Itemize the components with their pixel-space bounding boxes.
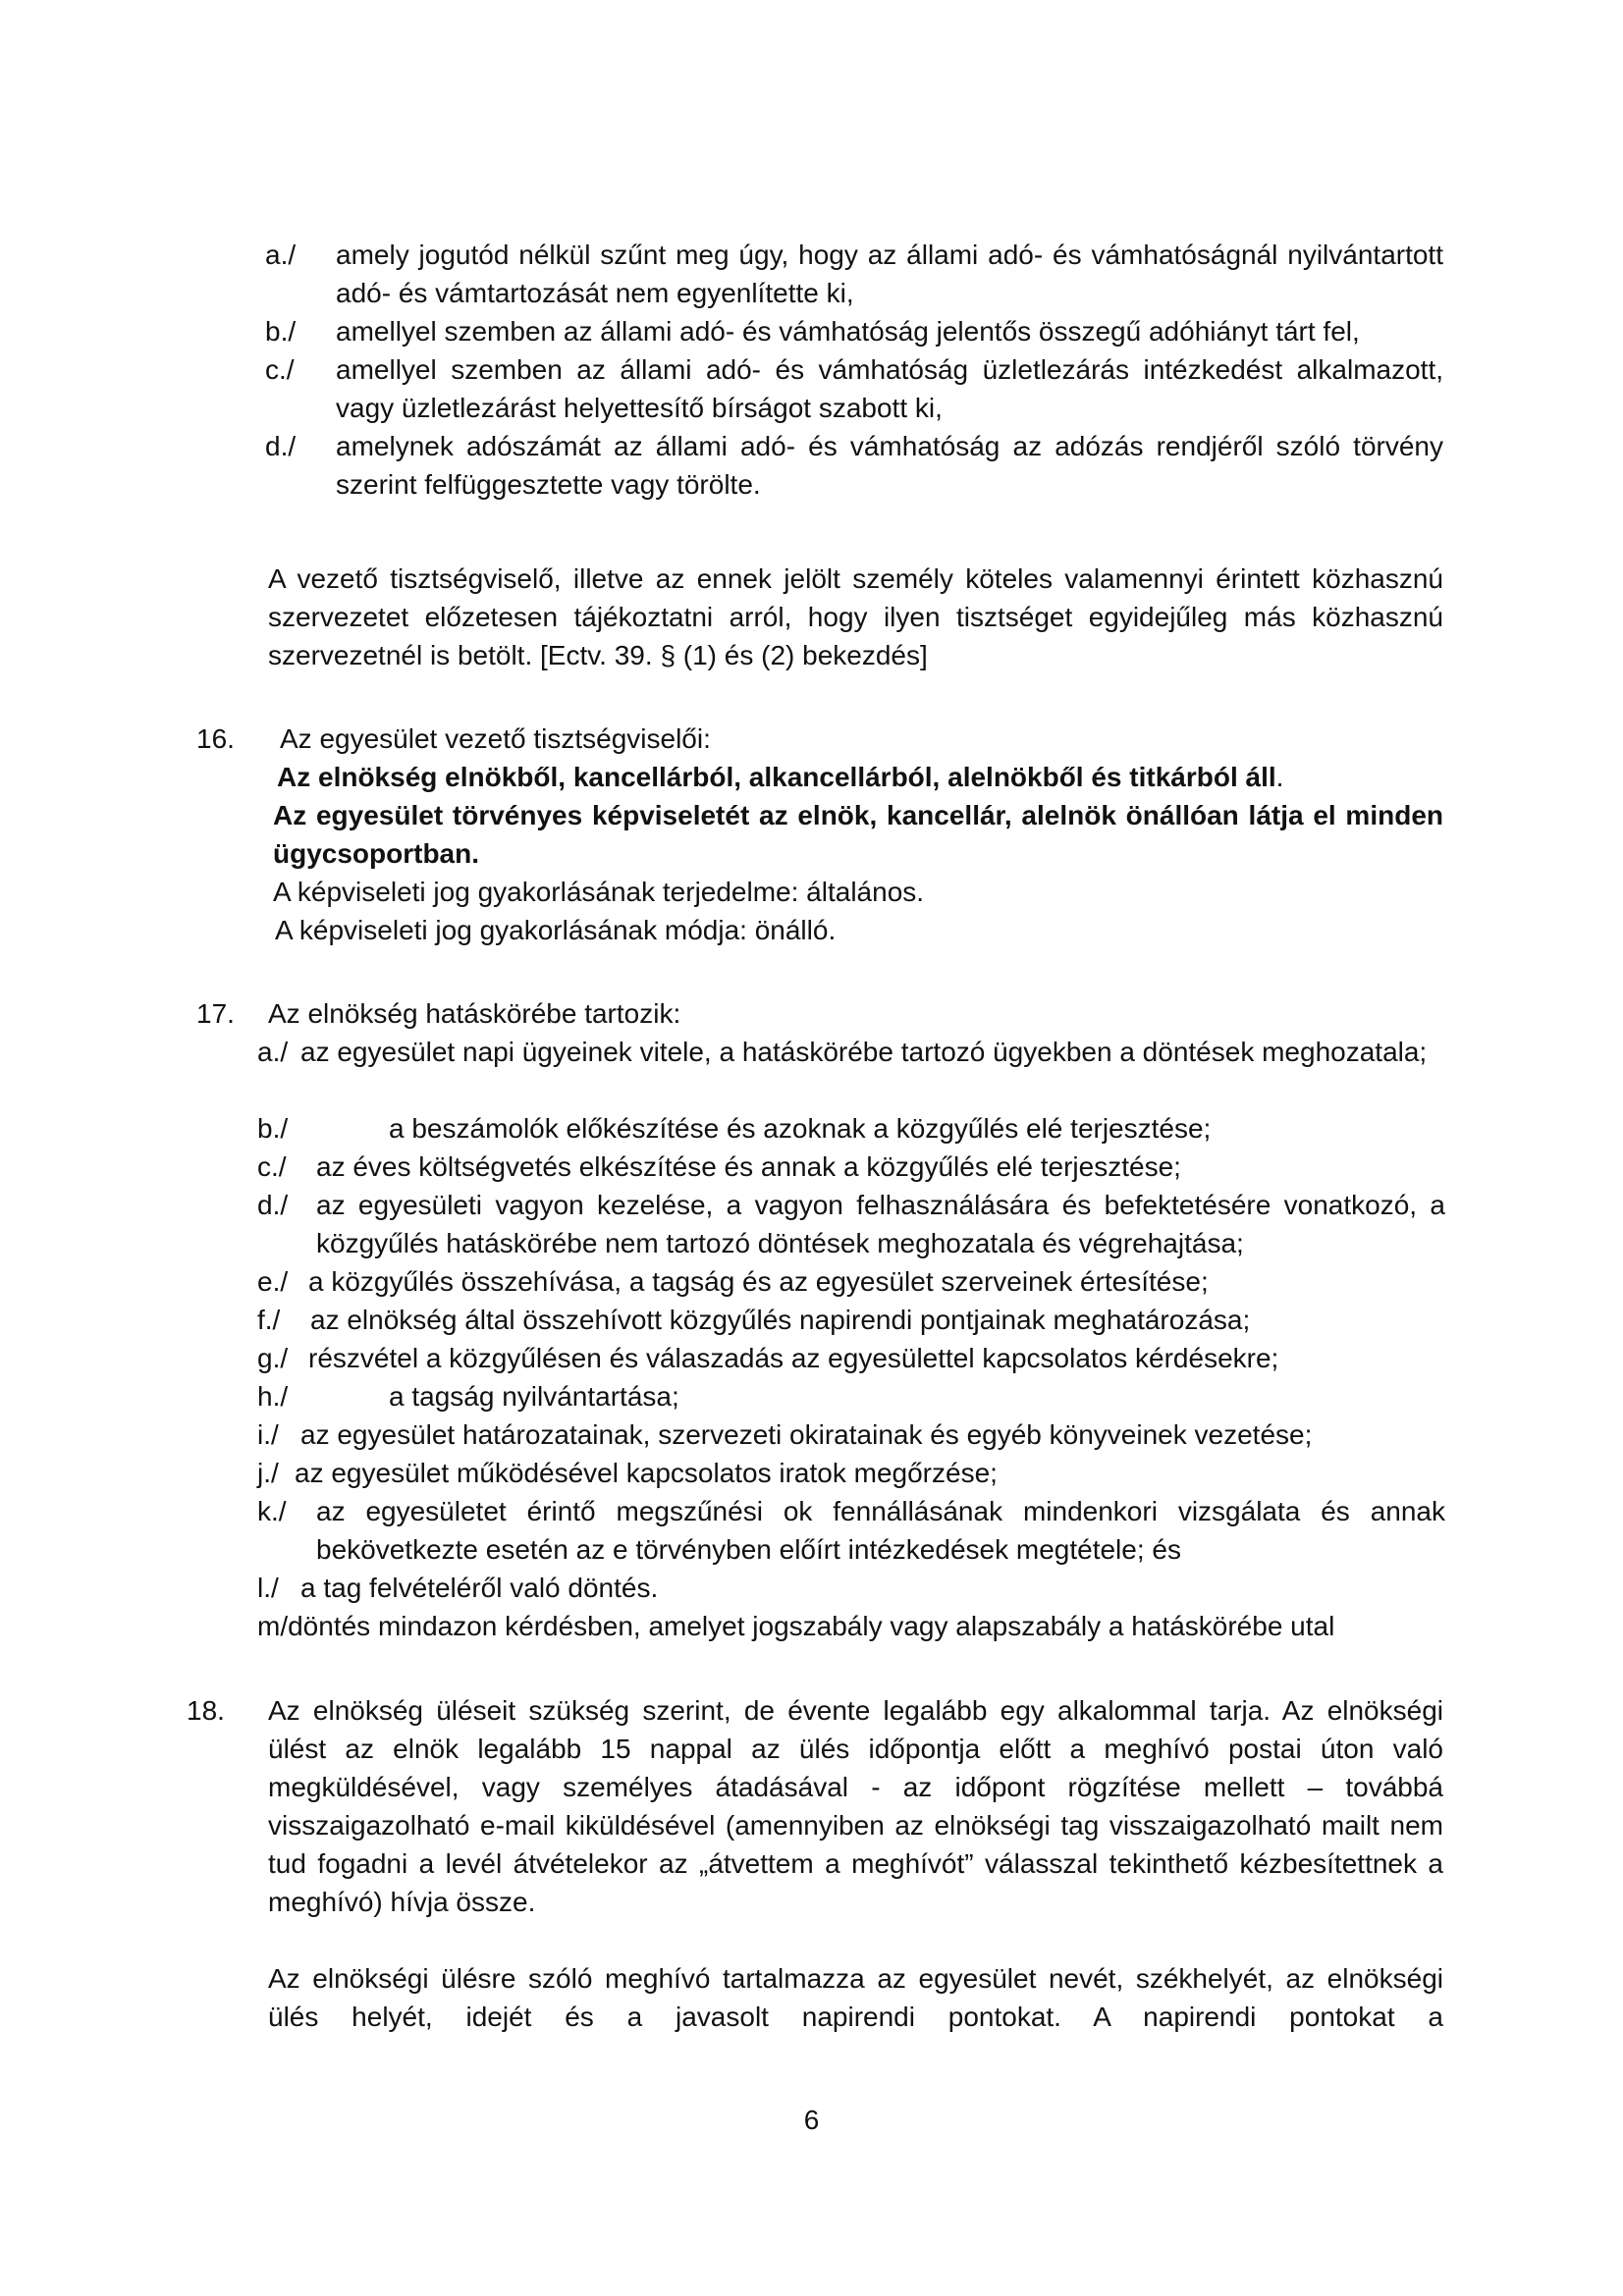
list-text: az éves költségvetés elkészítése és annak a közgyűlés elé terjesztése;	[316, 1151, 1181, 1182]
section-16-modja: A képviseleti jog gyakorlásának módja: önálló.	[275, 915, 837, 945]
list-text: az egyesületet érintő megszűnési ok fennállásának mindenkori vizsgálata és annak bekövetkezte esetén az e törvényben előírt intézkedések megtétele; és	[316, 1496, 1445, 1565]
section-number-18: 18.	[187, 1695, 225, 1726]
list-item	[257, 1492, 1445, 1569]
section-16-bold-representation: Az egyesület törvényes képviseletét az elnök, kancellár, alelnök önállóan látja el minden ügycsoportban.	[273, 800, 1443, 869]
section-number-17: 17.	[196, 998, 235, 1029]
list-label: j./	[257, 1458, 279, 1488]
list-label: g./	[257, 1343, 289, 1373]
list-label: b./	[265, 316, 297, 347]
list-label: i./	[257, 1419, 279, 1450]
section-number-16: 16.	[196, 723, 235, 754]
list-item	[265, 236, 1443, 312]
list-text: az egyesületi vagyon kezelése, a vagyon felhasználására és befektetésére vonatkozó, a közgyűlés hatáskörébe nem tartozó döntések meghozatala és végrehajtása;	[316, 1190, 1445, 1258]
list-text: amellyel szemben az állami adó- és vámhatóság jelentős összegű adóhiányt tárt fel,	[336, 316, 1360, 347]
list-text	[300, 1033, 1443, 1071]
section-18-paragraph-1: Az elnökség üléseit szükség szerint, de évente legalább egy alkalommal tarja. Az elnökségi ülést az elnök legalább 15 nappal az ülés időpontja előtt a meghívó postai úton való megküldésével, vagy személyes átadásával - az időpont rögzítése mellett – továbbá visszaigazolható e-mail kiküldésével (amennyiben az elnökségi tag visszaigazolható mailt nem tud fogadni a levél átvételekor az „átvettem a meghívót” válasszal tekinthető kézbesítettnek a meghívó) hívja össze.	[268, 1695, 1443, 1917]
list-text: a tag felvételéről való döntés.	[300, 1573, 659, 1603]
list-item	[257, 1415, 1445, 1454]
section-16-heading: Az egyesület vezető tisztségviselői:	[280, 723, 711, 754]
list-text: a beszámolók előkészítése és azoknak a közgyűlés elé terjesztése;	[389, 1113, 1212, 1144]
list-label: a./	[265, 240, 297, 270]
list-text: amelynek adószámát az állami adó- és vámhatóság az adózás rendjéről szóló törvény szerint felfüggesztette vagy törölte.	[336, 431, 1443, 500]
list-item	[257, 1262, 1445, 1301]
section-17-heading: Az elnökség hatáskörébe tartozik:	[268, 998, 681, 1029]
list-item	[257, 1377, 1445, 1415]
composition-period: .	[1275, 762, 1284, 792]
list-label: c./	[265, 354, 295, 385]
list-item	[257, 1301, 1445, 1339]
section-16-terjedelem: A képviseleti jog gyakorlásának terjedelme: általános.	[273, 877, 925, 907]
list-text: a közgyűlés összehívása, a tagság és az egyesület szerveinek értesítése;	[308, 1266, 1209, 1297]
list-item	[257, 1109, 1445, 1148]
list-label: e./	[257, 1266, 289, 1297]
list-text-content: az egyesület napi ügyeinek vitele, a hatáskörébe tartozó ügyekben a döntések meghozatala;	[300, 1037, 1428, 1067]
list-item	[257, 1339, 1445, 1377]
list-text: amellyel szemben az állami adó- és vámhatóság üzletlezárás intézkedést alkalmazott, vagy üzletlezárást helyettesítő bírságot szabott ki,	[336, 354, 1443, 423]
list-item	[257, 1454, 1445, 1492]
list-label: d./	[265, 431, 297, 461]
list-label: d./	[257, 1190, 289, 1220]
list-label: l./	[257, 1573, 279, 1603]
list-text: a tagság nyilvántartása;	[389, 1381, 679, 1412]
list-text: az egyesület határozatainak, szervezeti okiratainak és egyéb könyveinek vezetése;	[300, 1419, 1313, 1450]
list-item	[257, 1033, 1445, 1109]
list-item	[265, 312, 1443, 350]
page-number: 6	[803, 2105, 820, 2135]
list-label: k./	[257, 1496, 287, 1526]
list-label: c./	[257, 1151, 287, 1182]
section-18-paragraph-2: Az elnökségi ülésre szóló meghívó tartalmazza az egyesület nevét, székhelyét, az elnökségi ülés helyét, idejét és a javasolt napirendi pontokat. A napirendi pontokat a	[268, 1963, 1443, 2032]
section-17-m-line: m/döntés mindazon kérdésben, amelyet jogszabály vagy alapszabály a hatáskörébe utal	[257, 1611, 1335, 1641]
list-text: amely jogutód nélkül szűnt meg úgy, hogy az állami adó- és vámhatóságnál nyilvántartott adó- és vámtartozását nem egyenlítette ki,	[336, 240, 1443, 308]
list-item	[257, 1148, 1445, 1186]
list-label: h./	[257, 1381, 289, 1412]
list-label: b./	[257, 1113, 289, 1144]
list-text: az egyesület működésével kapcsolatos iratok megőrzése;	[295, 1458, 998, 1488]
composition-text: Az elnökség elnökből, kancellárból, alkancellárból, alelnökből és titkárból áll	[277, 762, 1276, 792]
list-text: részvétel a közgyűlésen és válaszadás az egyesülettel kapcsolatos kérdésekre;	[308, 1343, 1279, 1373]
list-label: f./	[257, 1305, 281, 1335]
list-item	[257, 1186, 1445, 1262]
list-item	[265, 350, 1443, 427]
list-item	[257, 1569, 1445, 1607]
list-text: az elnökség által összehívott közgyűlés napirendi pontjainak meghatározása;	[310, 1305, 1251, 1335]
section-16-bold-composition	[277, 758, 1445, 796]
list-item	[265, 427, 1443, 504]
paragraph-vezeto: A vezető tisztségviselő, illetve az ennek jelölt személy köteles valamennyi érintett közhasznú szervezetet előzetesen tájékoztatni arról, hogy ilyen tisztséget egyidejűleg más közhasznú szervezetnél is betölt. [Ectv. 39. § (1) és (2) bekezdés]	[268, 563, 1443, 670]
list-label: a./	[257, 1037, 289, 1067]
